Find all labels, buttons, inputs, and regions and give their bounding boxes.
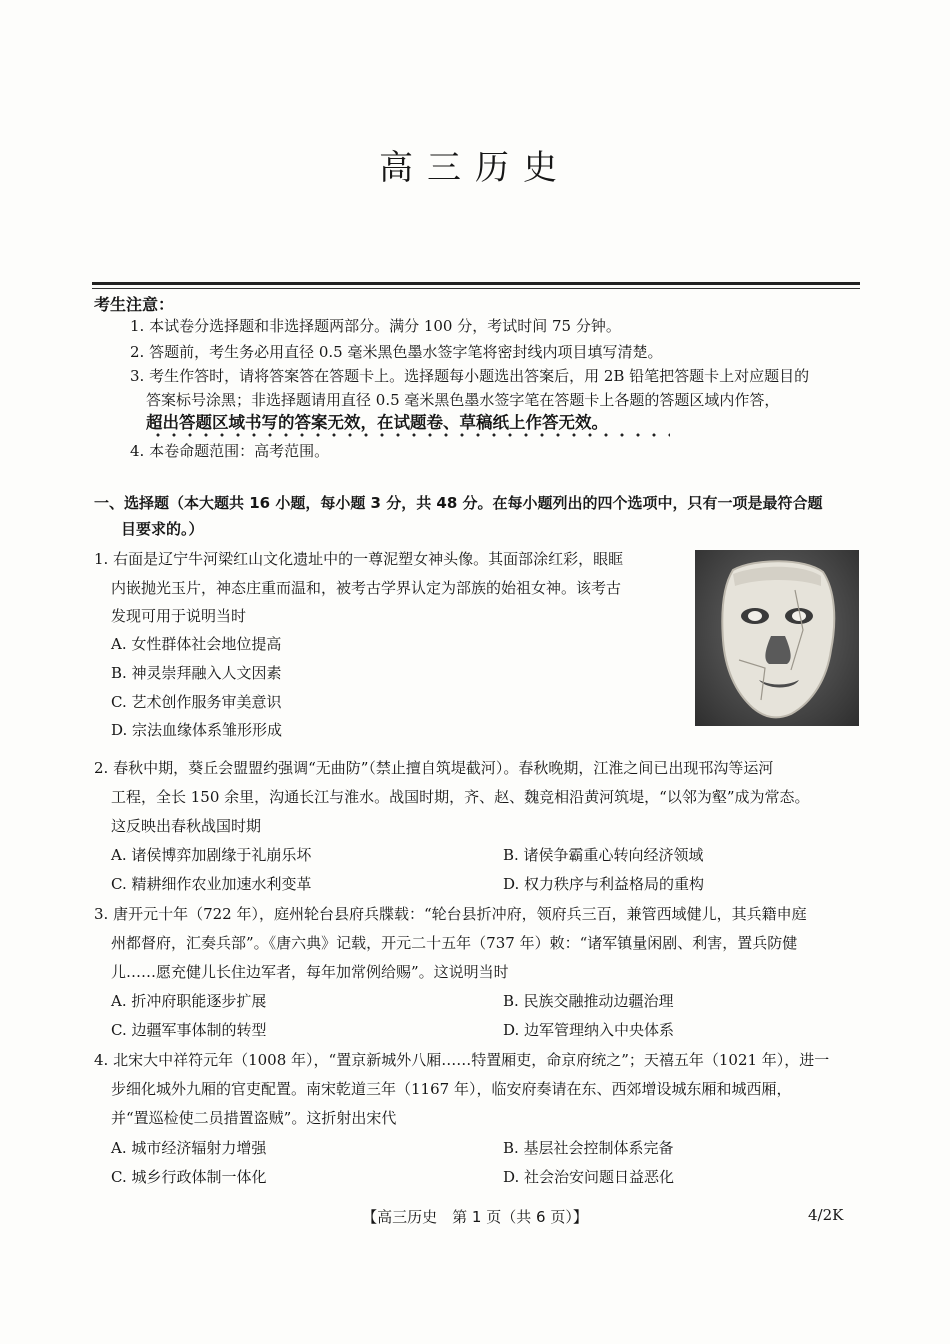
notice-heading: 考生注意： <box>94 295 175 314</box>
goddess-head-illustration <box>695 550 859 726</box>
option: C. 边疆军事体制的转型 <box>111 1021 267 1039</box>
notice-emphasis: 超出答题区域书写的答案无效，在试题卷、草稿纸上作答无效。 <box>146 413 608 432</box>
question-stem: 儿……愿充健儿长住边军者，每年加常例给赐”。这说明当时 <box>111 963 509 981</box>
question-stem: 3. 唐开元十年（722 年），庭州轮台县府兵牒载：“轮台县折冲府，领府兵三百，兼管西域健儿，其兵籍申庭 <box>94 905 807 923</box>
question-stem: 发现可用于说明当时 <box>111 607 247 625</box>
option: B. 神灵崇拜融入人文因素 <box>111 664 282 682</box>
option: D. 权力秩序与利益格局的重构 <box>503 875 705 893</box>
option: A. 女性群体社会地位提高 <box>111 635 282 653</box>
question-stem: 这反映出春秋战国时期 <box>111 817 262 835</box>
question-stem: 并“置巡检使二员措置盗贼”。这折射出宋代 <box>111 1109 397 1127</box>
option: C. 城乡行政体制一体化 <box>111 1168 267 1186</box>
option: C. 艺术创作服务审美意识 <box>111 693 282 711</box>
question-stem: 工程，全长 150 余里，沟通长江与淮水。战国时期，齐、赵、魏竞相沿黄河筑堤，“以邻为壑”成为常态。 <box>111 788 810 806</box>
option: D. 社会治安问题日益恶化 <box>503 1168 675 1186</box>
emphasis-dots <box>150 432 670 438</box>
section-heading: 目要求的。） <box>121 520 204 538</box>
question-stem: 步细化城外九厢的官吏配置。南宋乾道三年（1167 年），临安府奏请在东、西郊增设城东厢和城西厢， <box>111 1080 792 1098</box>
option: D. 宗法血缘体系雏形形成 <box>111 721 283 739</box>
notice-item: 答案标号涂黑；非选择题请用直径 0.5 毫米黑色墨水签字笔在答题卡上各题的答题区域内作答， <box>146 391 780 409</box>
paper-code: 4/2K <box>808 1206 844 1224</box>
question-stem: 内嵌抛光玉片，神态庄重而温和，被考古学界认定为部族的始祖女神。该考古 <box>111 579 622 597</box>
option: A. 诸侯博弈加剧缘于礼崩乐坏 <box>111 846 312 864</box>
option: B. 诸侯争霸重心转向经济领域 <box>503 846 704 864</box>
notice-item: 4. 本卷命题范围：高考范围。 <box>130 442 330 460</box>
option: A. 折冲府职能逐步扩展 <box>111 992 267 1010</box>
notice-item: 3. 考生作答时，请将答案答在答题卡上。选择题每小题选出答案后，用 2B 铅笔把答题卡上对应题目的 <box>130 367 810 385</box>
page-footer: 【高三历史 第 1 页（共 6 页）】 <box>362 1208 588 1226</box>
notice-item: 2. 答题前，考生务必用直径 0.5 毫米黑色墨水签字笔将密封线内项目填写清楚。 <box>130 343 663 361</box>
section-heading: 一、选择题（本大题共 16 小题，每小题 3 分，共 48 分。在每小题列出的四个选项中，只有一项是最符合题 <box>94 494 823 512</box>
header-rule-thin <box>92 288 860 289</box>
question-stem: 4. 北宋大中祥符元年（1008 年），“置京新城外八厢……特置厢吏，命京府统之”；天禧五年（1021 年），进一 <box>94 1051 830 1069</box>
option: D. 边军管理纳入中央体系 <box>503 1021 675 1039</box>
option: C. 精耕细作农业加速水利变革 <box>111 875 312 893</box>
option: B. 民族交融推动边疆治理 <box>503 992 674 1010</box>
page-title: 高三历史 <box>379 148 571 188</box>
question-stem: 州都督府，汇奏兵部”。《唐六典》记载，开元二十五年（737 年）敕：“诸军镇量闲剧、利害，置兵防健 <box>111 934 798 952</box>
question-stem: 1. 右面是辽宁牛河梁红山文化遗址中的一尊泥塑女神头像。其面部涂红彩，眼眶 <box>94 550 624 568</box>
option: A. 城市经济辐射力增强 <box>111 1139 267 1157</box>
option: B. 基层社会控制体系完备 <box>503 1139 674 1157</box>
question-stem: 2. 春秋中期，葵丘会盟盟约强调“无曲防”（禁止擅自筑堤截河）。春秋晚期，江淮之间已出现邗沟等运河 <box>94 759 774 777</box>
header-rule-thick <box>92 282 860 285</box>
goddess-head-photo <box>695 550 859 726</box>
notice-item: 1. 本试卷分选择题和非选择题两部分。满分 100 分，考试时间 75 分钟。 <box>130 317 621 335</box>
